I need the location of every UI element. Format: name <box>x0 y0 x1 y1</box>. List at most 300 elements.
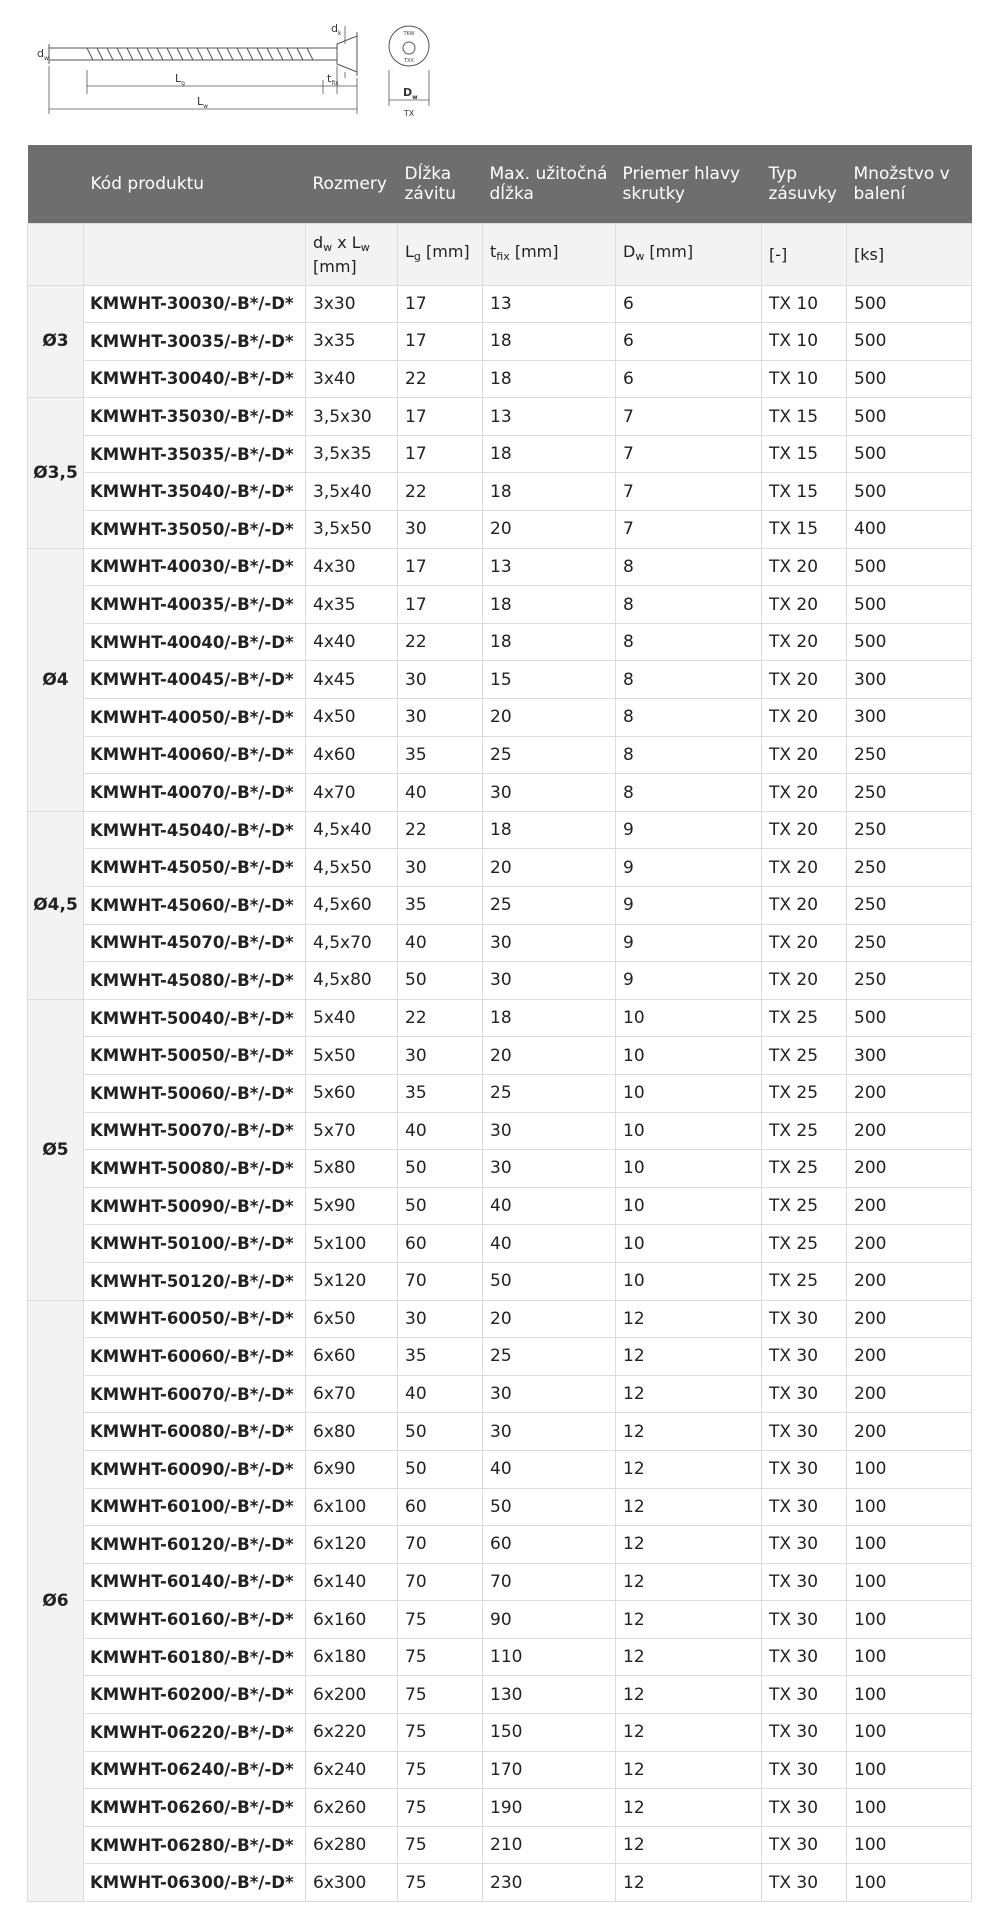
cell-qty: 200 <box>847 1413 972 1451</box>
cell-lg: 17 <box>398 548 483 586</box>
cell-qty: 200 <box>847 1338 972 1376</box>
cell-size: 3,5x40 <box>306 473 398 511</box>
cell-dw: 10 <box>616 1262 762 1300</box>
cell-qty: 100 <box>847 1488 972 1526</box>
cell-dw: 8 <box>616 699 762 737</box>
cell-qty: 500 <box>847 285 972 323</box>
cell-lg: 75 <box>398 1676 483 1714</box>
cell-tfix: 18 <box>483 999 616 1037</box>
cell-code: KMWHT-50050/-B*/-D* <box>84 1037 306 1075</box>
cell-lg: 75 <box>398 1789 483 1827</box>
cell-dw: 12 <box>616 1789 762 1827</box>
cell-dw: 12 <box>616 1676 762 1714</box>
cell-dw: 8 <box>616 774 762 812</box>
cell-lg: 75 <box>398 1601 483 1639</box>
table-row <box>28 1037 972 1075</box>
cell-size: 5x70 <box>306 1112 398 1150</box>
cell-type: TX 30 <box>762 1563 847 1601</box>
cell-lg: 40 <box>398 924 483 962</box>
cell-size: 4,5x60 <box>306 887 398 925</box>
cell-code: KMWHT-60100/-B*/-D* <box>84 1488 306 1526</box>
cell-qty: 250 <box>847 811 972 849</box>
cell-size: 6x200 <box>306 1676 398 1714</box>
cell-dw: 9 <box>616 849 762 887</box>
cell-size: 4x35 <box>306 586 398 624</box>
cell-dw: 8 <box>616 623 762 661</box>
cell-type: TX 30 <box>762 1638 847 1676</box>
cell-qty: 500 <box>847 435 972 473</box>
cell-qty: 500 <box>847 398 972 436</box>
product-table-container <box>27 145 971 1902</box>
cell-type: TX 15 <box>762 398 847 436</box>
cell-lg: 22 <box>398 473 483 511</box>
cell-dw: 8 <box>616 661 762 699</box>
cell-dw: 12 <box>616 1450 762 1488</box>
cell-code: KMWHT-40040/-B*/-D* <box>84 623 306 661</box>
cell-dw: 9 <box>616 887 762 925</box>
cell-type: TX 25 <box>762 1262 847 1300</box>
cell-tfix: 30 <box>483 774 616 812</box>
cell-qty: 250 <box>847 849 972 887</box>
cell-tfix: 90 <box>483 1601 616 1639</box>
cell-lg: 60 <box>398 1488 483 1526</box>
cell-code: KMWHT-06280/-B*/-D* <box>84 1826 306 1864</box>
header-thread-length: Dĺžka závitu <box>398 145 483 223</box>
cell-type: TX 25 <box>762 1074 847 1112</box>
cell-type: TX 20 <box>762 849 847 887</box>
table-row <box>28 1676 972 1714</box>
cell-tfix: 30 <box>483 924 616 962</box>
cell-type: TX 30 <box>762 1864 847 1902</box>
cell-lg: 30 <box>398 511 483 549</box>
cell-qty: 100 <box>847 1789 972 1827</box>
cell-dw: 10 <box>616 1037 762 1075</box>
cell-lg: 50 <box>398 1187 483 1225</box>
cell-qty: 250 <box>847 924 972 962</box>
cell-qty: 300 <box>847 661 972 699</box>
cell-lg: 40 <box>398 1112 483 1150</box>
cell-dw: 9 <box>616 924 762 962</box>
cell-dw: 12 <box>616 1563 762 1601</box>
cell-type: TX 30 <box>762 1338 847 1376</box>
cell-tfix: 50 <box>483 1488 616 1526</box>
cell-qty: 500 <box>847 360 972 398</box>
cell-dw: 12 <box>616 1751 762 1789</box>
cell-dw: 12 <box>616 1826 762 1864</box>
cell-size: 6x50 <box>306 1300 398 1338</box>
cell-size: 6x80 <box>306 1413 398 1451</box>
cell-type: TX 30 <box>762 1488 847 1526</box>
cell-type: TX 15 <box>762 435 847 473</box>
cell-lg: 50 <box>398 962 483 1000</box>
label-lg: $L_g$ <box>175 72 185 87</box>
cell-tfix: 30 <box>483 1375 616 1413</box>
cell-code: KMWHT-60200/-B*/-D* <box>84 1676 306 1714</box>
cell-qty: 500 <box>847 586 972 624</box>
cell-tfix: 20 <box>483 1300 616 1338</box>
svg-text:TKW: TKW <box>403 31 415 37</box>
table-row <box>28 1225 972 1263</box>
cell-lg: 35 <box>398 1074 483 1112</box>
cell-code: KMWHT-50120/-B*/-D* <box>84 1262 306 1300</box>
cell-tfix: 20 <box>483 849 616 887</box>
cell-size: 3,5x50 <box>306 511 398 549</box>
cell-qty: 200 <box>847 1150 972 1188</box>
cell-tfix: 40 <box>483 1187 616 1225</box>
table-row <box>28 849 972 887</box>
cell-size: 6x220 <box>306 1714 398 1752</box>
label-head-diameter: $D_w$ <box>403 86 418 101</box>
cell-tfix: 210 <box>483 1826 616 1864</box>
table-row <box>28 435 972 473</box>
cell-qty: 300 <box>847 699 972 737</box>
cell-tfix: 18 <box>483 623 616 661</box>
cell-tfix: 20 <box>483 1037 616 1075</box>
table-row <box>28 548 972 586</box>
cell-size: 6x100 <box>306 1488 398 1526</box>
cell-dw: 6 <box>616 285 762 323</box>
cell-type: TX 20 <box>762 887 847 925</box>
units-empty <box>28 223 84 285</box>
cell-size: 5x90 <box>306 1187 398 1225</box>
cell-lg: 17 <box>398 323 483 361</box>
cell-tfix: 60 <box>483 1526 616 1564</box>
cell-dw: 8 <box>616 548 762 586</box>
cell-qty: 250 <box>847 887 972 925</box>
cell-code: KMWHT-06300/-B*/-D* <box>84 1864 306 1902</box>
cell-lg: 22 <box>398 623 483 661</box>
label-lw: $L_w$ <box>197 95 209 110</box>
cell-dw: 12 <box>616 1526 762 1564</box>
cell-code: KMWHT-45080/-B*/-D* <box>84 962 306 1000</box>
cell-code: KMWHT-06260/-B*/-D* <box>84 1789 306 1827</box>
table-row <box>28 1450 972 1488</box>
units-dimensions: $d_w$ x $L_w$ [mm] <box>306 223 398 285</box>
cell-dw: 7 <box>616 473 762 511</box>
table-row <box>28 511 972 549</box>
cell-code: KMWHT-06240/-B*/-D* <box>84 1751 306 1789</box>
label-dw: $d_w$ <box>37 47 49 62</box>
cell-code: KMWHT-60160/-B*/-D* <box>84 1601 306 1639</box>
label-tx: TX <box>403 109 415 118</box>
diameter-group-label: Ø5 <box>28 999 84 1300</box>
cell-lg: 75 <box>398 1751 483 1789</box>
cell-tfix: 40 <box>483 1225 616 1263</box>
diameter-group-label: Ø6 <box>28 1300 84 1902</box>
table-row <box>28 1563 972 1601</box>
cell-type: TX 25 <box>762 999 847 1037</box>
cell-dw: 10 <box>616 1187 762 1225</box>
cell-tfix: 70 <box>483 1563 616 1601</box>
cell-type: TX 30 <box>762 1526 847 1564</box>
cell-lg: 30 <box>398 699 483 737</box>
cell-size: 5x60 <box>306 1074 398 1112</box>
cell-size: 4x70 <box>306 774 398 812</box>
cell-qty: 200 <box>847 1262 972 1300</box>
cell-size: 5x50 <box>306 1037 398 1075</box>
cell-type: TX 30 <box>762 1450 847 1488</box>
cell-type: TX 30 <box>762 1714 847 1752</box>
cell-qty: 100 <box>847 1638 972 1676</box>
cell-code: KMWHT-50090/-B*/-D* <box>84 1187 306 1225</box>
table-row <box>28 1751 972 1789</box>
cell-lg: 70 <box>398 1262 483 1300</box>
table-row <box>28 1413 972 1451</box>
table-row <box>28 736 972 774</box>
cell-tfix: 190 <box>483 1789 616 1827</box>
cell-size: 3,5x30 <box>306 398 398 436</box>
cell-type: TX 20 <box>762 586 847 624</box>
cell-type: TX 20 <box>762 623 847 661</box>
cell-code: KMWHT-45070/-B*/-D* <box>84 924 306 962</box>
cell-type: TX 20 <box>762 924 847 962</box>
cell-size: 5x120 <box>306 1262 398 1300</box>
table-row <box>28 1338 972 1376</box>
svg-text:TXX: TXX <box>404 58 414 64</box>
cell-lg: 30 <box>398 1037 483 1075</box>
cell-qty: 400 <box>847 511 972 549</box>
label-dk: $d_k$ <box>331 22 342 37</box>
cell-qty: 100 <box>847 1526 972 1564</box>
table-row <box>28 1714 972 1752</box>
cell-dw: 9 <box>616 962 762 1000</box>
cell-lg: 70 <box>398 1563 483 1601</box>
cell-dw: 7 <box>616 511 762 549</box>
cell-size: 4x40 <box>306 623 398 661</box>
cell-tfix: 13 <box>483 285 616 323</box>
units-empty <box>84 223 306 285</box>
cell-qty: 100 <box>847 1450 972 1488</box>
cell-qty: 200 <box>847 1074 972 1112</box>
cell-type: TX 15 <box>762 473 847 511</box>
cell-qty: 250 <box>847 774 972 812</box>
cell-code: KMWHT-50100/-B*/-D* <box>84 1225 306 1263</box>
cell-tfix: 18 <box>483 473 616 511</box>
cell-tfix: 30 <box>483 1413 616 1451</box>
cell-lg: 75 <box>398 1714 483 1752</box>
product-table <box>27 145 972 1902</box>
cell-type: TX 30 <box>762 1375 847 1413</box>
cell-tfix: 230 <box>483 1864 616 1902</box>
cell-lg: 17 <box>398 398 483 436</box>
cell-dw: 12 <box>616 1714 762 1752</box>
cell-qty: 100 <box>847 1563 972 1601</box>
cell-qty: 200 <box>847 1300 972 1338</box>
cell-lg: 35 <box>398 887 483 925</box>
cell-tfix: 130 <box>483 1676 616 1714</box>
table-row <box>28 1789 972 1827</box>
header-dimensions: Rozmery <box>306 145 398 223</box>
table-row <box>28 1150 972 1188</box>
table-row <box>28 1187 972 1225</box>
cell-size: 4,5x40 <box>306 811 398 849</box>
units-head-diameter: $D_w$ [mm] <box>616 223 762 285</box>
cell-size: 4,5x70 <box>306 924 398 962</box>
cell-type: TX 30 <box>762 1300 847 1338</box>
header-head-diameter: Priemer hlavy skrutky <box>616 145 762 223</box>
table-row <box>28 623 972 661</box>
cell-tfix: 30 <box>483 1150 616 1188</box>
cell-qty: 250 <box>847 962 972 1000</box>
cell-code: KMWHT-60180/-B*/-D* <box>84 1638 306 1676</box>
cell-type: TX 30 <box>762 1601 847 1639</box>
diameter-group-label: Ø3,5 <box>28 398 84 548</box>
cell-size: 4x60 <box>306 736 398 774</box>
cell-tfix: 20 <box>483 699 616 737</box>
cell-dw: 6 <box>616 360 762 398</box>
cell-lg: 17 <box>398 285 483 323</box>
cell-size: 5x80 <box>306 1150 398 1188</box>
cell-tfix: 18 <box>483 586 616 624</box>
diameter-group-label: Ø4,5 <box>28 811 84 999</box>
cell-size: 6x60 <box>306 1338 398 1376</box>
cell-dw: 12 <box>616 1601 762 1639</box>
cell-tfix: 18 <box>483 811 616 849</box>
cell-size: 4x30 <box>306 548 398 586</box>
units-thread-length: $L_g$ [mm] <box>398 223 483 285</box>
cell-type: TX 25 <box>762 1225 847 1263</box>
cell-tfix: 150 <box>483 1714 616 1752</box>
cell-size: 5x100 <box>306 1225 398 1263</box>
cell-qty: 100 <box>847 1751 972 1789</box>
cell-code: KMWHT-40060/-B*/-D* <box>84 736 306 774</box>
cell-code: KMWHT-50080/-B*/-D* <box>84 1150 306 1188</box>
cell-qty: 100 <box>847 1864 972 1902</box>
cell-size: 4x50 <box>306 699 398 737</box>
cell-lg: 75 <box>398 1826 483 1864</box>
cell-qty: 200 <box>847 1375 972 1413</box>
cell-code: KMWHT-35030/-B*/-D* <box>84 398 306 436</box>
cell-code: KMWHT-45050/-B*/-D* <box>84 849 306 887</box>
cell-tfix: 18 <box>483 435 616 473</box>
cell-size: 6x70 <box>306 1375 398 1413</box>
cell-dw: 12 <box>616 1338 762 1376</box>
units-row <box>28 223 972 285</box>
table-row <box>28 360 972 398</box>
cell-dw: 7 <box>616 435 762 473</box>
cell-code: KMWHT-60070/-B*/-D* <box>84 1375 306 1413</box>
cell-lg: 50 <box>398 1413 483 1451</box>
table-row <box>28 999 972 1037</box>
table-row <box>28 661 972 699</box>
cell-code: KMWHT-30035/-B*/-D* <box>84 323 306 361</box>
diameter-group-label: Ø4 <box>28 548 84 811</box>
cell-code: KMWHT-30030/-B*/-D* <box>84 285 306 323</box>
cell-size: 6x300 <box>306 1864 398 1902</box>
cell-type: TX 30 <box>762 1789 847 1827</box>
table-body <box>28 285 972 1902</box>
table-header-row <box>28 145 972 223</box>
table-row <box>28 962 972 1000</box>
cell-type: TX 25 <box>762 1150 847 1188</box>
cell-type: TX 30 <box>762 1413 847 1451</box>
cell-type: TX 20 <box>762 774 847 812</box>
cell-size: 4x45 <box>306 661 398 699</box>
table-row <box>28 774 972 812</box>
cell-size: 6x120 <box>306 1526 398 1564</box>
cell-dw: 9 <box>616 811 762 849</box>
cell-qty: 100 <box>847 1714 972 1752</box>
cell-dw: 7 <box>616 398 762 436</box>
cell-dw: 8 <box>616 586 762 624</box>
cell-tfix: 25 <box>483 736 616 774</box>
cell-type: TX 25 <box>762 1037 847 1075</box>
table-row <box>28 924 972 962</box>
cell-lg: 22 <box>398 360 483 398</box>
cell-size: 3x30 <box>306 285 398 323</box>
cell-qty: 500 <box>847 623 972 661</box>
cell-size: 4,5x50 <box>306 849 398 887</box>
cell-dw: 10 <box>616 999 762 1037</box>
table-row <box>28 1601 972 1639</box>
table-row <box>28 1375 972 1413</box>
cell-tfix: 18 <box>483 323 616 361</box>
cell-qty: 200 <box>847 1187 972 1225</box>
table-row <box>28 1526 972 1564</box>
cell-size: 6x140 <box>306 1563 398 1601</box>
cell-size: 5x40 <box>306 999 398 1037</box>
cell-dw: 12 <box>616 1638 762 1676</box>
cell-tfix: 110 <box>483 1638 616 1676</box>
cell-tfix: 25 <box>483 887 616 925</box>
cell-dw: 12 <box>616 1413 762 1451</box>
cell-lg: 60 <box>398 1225 483 1263</box>
cell-size: 3,5x35 <box>306 435 398 473</box>
cell-lg: 70 <box>398 1526 483 1564</box>
cell-dw: 10 <box>616 1150 762 1188</box>
table-row <box>28 1864 972 1902</box>
cell-tfix: 15 <box>483 661 616 699</box>
cell-code: KMWHT-50070/-B*/-D* <box>84 1112 306 1150</box>
cell-lg: 40 <box>398 774 483 812</box>
cell-lg: 30 <box>398 1300 483 1338</box>
cell-qty: 200 <box>847 1112 972 1150</box>
label-tfix: $t_{fix}$ <box>327 72 339 87</box>
cell-lg: 30 <box>398 661 483 699</box>
table-row <box>28 1074 972 1112</box>
cell-tfix: 30 <box>483 1112 616 1150</box>
table-row <box>28 586 972 624</box>
cell-tfix: 25 <box>483 1074 616 1112</box>
cell-lg: 30 <box>398 849 483 887</box>
cell-tfix: 50 <box>483 1262 616 1300</box>
units-socket-type: [-] <box>762 223 847 285</box>
table-row <box>28 811 972 849</box>
cell-dw: 10 <box>616 1225 762 1263</box>
cell-type: TX 20 <box>762 811 847 849</box>
cell-dw: 10 <box>616 1112 762 1150</box>
cell-code: KMWHT-30040/-B*/-D* <box>84 360 306 398</box>
table-row <box>28 887 972 925</box>
table-row <box>28 1638 972 1676</box>
cell-tfix: 13 <box>483 548 616 586</box>
cell-code: KMWHT-45040/-B*/-D* <box>84 811 306 849</box>
cell-type: TX 30 <box>762 1826 847 1864</box>
cell-tfix: 13 <box>483 398 616 436</box>
cell-code: KMWHT-50040/-B*/-D* <box>84 999 306 1037</box>
cell-lg: 50 <box>398 1450 483 1488</box>
cell-type: TX 30 <box>762 1676 847 1714</box>
cell-dw: 8 <box>616 736 762 774</box>
cell-size: 6x90 <box>306 1450 398 1488</box>
cell-size: 6x240 <box>306 1751 398 1789</box>
units-quantity: [ks] <box>847 223 972 285</box>
table-row <box>28 1488 972 1526</box>
cell-lg: 22 <box>398 999 483 1037</box>
cell-size: 3x35 <box>306 323 398 361</box>
table-row <box>28 323 972 361</box>
cell-code: KMWHT-35040/-B*/-D* <box>84 473 306 511</box>
